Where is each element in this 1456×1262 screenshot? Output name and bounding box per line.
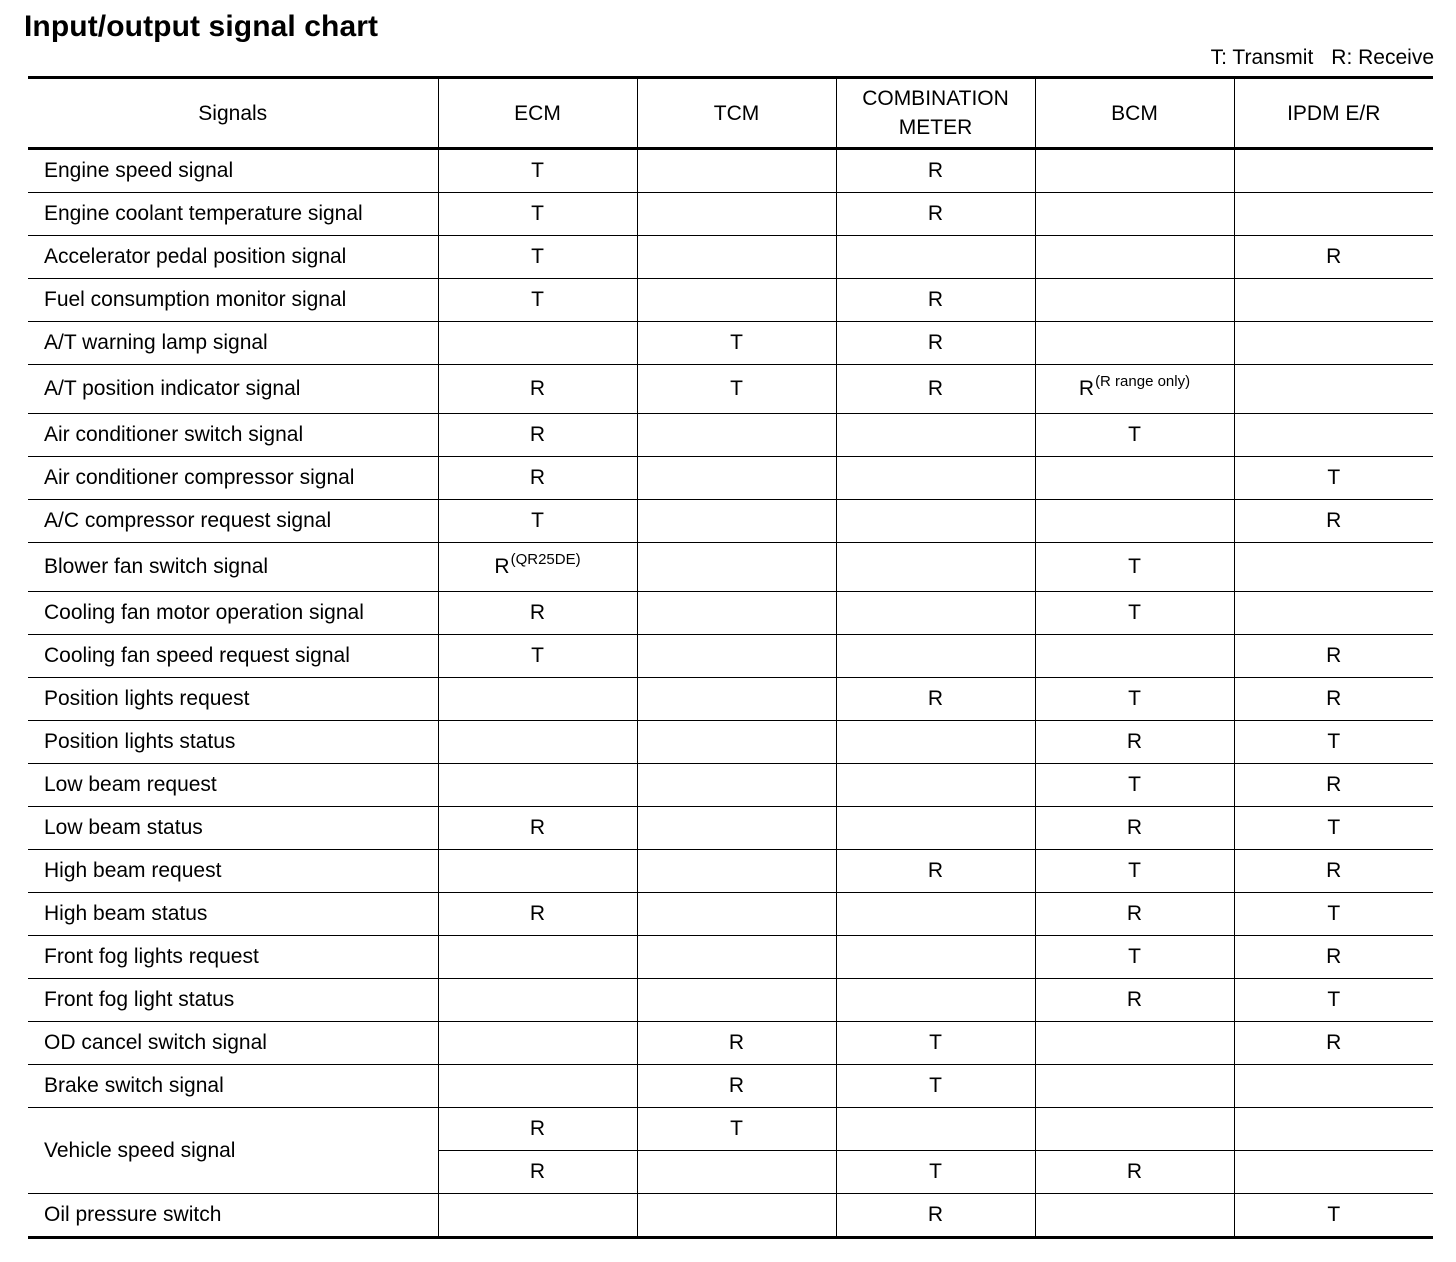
cell-bcm: T bbox=[1035, 850, 1234, 893]
cell-bcm: R bbox=[1035, 893, 1234, 936]
cell-ecm bbox=[438, 1022, 637, 1065]
cell-bcm bbox=[1035, 1108, 1234, 1151]
table-row bbox=[28, 193, 1433, 236]
cell-ipdm-er bbox=[1234, 543, 1433, 592]
cell-ecm: R bbox=[438, 592, 637, 635]
cell-tcm: T bbox=[637, 322, 836, 365]
cell-tcm bbox=[637, 279, 836, 322]
cell-ipdm-er bbox=[1234, 592, 1433, 635]
cell-ipdm-er: R bbox=[1234, 635, 1433, 678]
cell-ecm: T bbox=[438, 279, 637, 322]
cell-ecm: R bbox=[438, 365, 637, 414]
cell-bcm: R bbox=[1035, 807, 1234, 850]
cell-ipdm-er: T bbox=[1234, 893, 1433, 936]
cell-ecm bbox=[438, 678, 637, 721]
cell-ipdm-er: T bbox=[1234, 457, 1433, 500]
cell-ecm bbox=[438, 1065, 637, 1108]
cell-tcm bbox=[637, 236, 836, 279]
signal-name: Oil pressure switch bbox=[28, 1194, 438, 1238]
cell-bcm bbox=[1035, 193, 1234, 236]
signal-name: A/T position indicator signal bbox=[28, 365, 438, 414]
signal-name: Accelerator pedal position signal bbox=[28, 236, 438, 279]
cell-tcm bbox=[637, 1194, 836, 1238]
cell-combination-meter bbox=[836, 236, 1035, 279]
signal-name: Low beam request bbox=[28, 764, 438, 807]
cell-bcm bbox=[1035, 365, 1234, 414]
cell-bcm: R bbox=[1035, 1151, 1234, 1194]
cell-tcm: R bbox=[637, 1022, 836, 1065]
cell-ecm: R bbox=[438, 893, 637, 936]
cell-combination-meter: R bbox=[836, 850, 1035, 893]
cell-combination-meter bbox=[836, 764, 1035, 807]
table-row bbox=[28, 500, 1433, 543]
cell-combination-meter: R bbox=[836, 193, 1035, 236]
cell-ecm bbox=[438, 322, 637, 365]
cell-combination-meter bbox=[836, 543, 1035, 592]
cell-ipdm-er bbox=[1234, 149, 1433, 193]
header-bcm: BCM bbox=[1035, 78, 1234, 149]
table-row bbox=[28, 678, 1433, 721]
signal-name: A/T warning lamp signal bbox=[28, 322, 438, 365]
cell-ecm bbox=[438, 979, 637, 1022]
table-row bbox=[28, 236, 1433, 279]
cell-ipdm-er: T bbox=[1234, 1194, 1433, 1238]
cell-tcm bbox=[637, 149, 836, 193]
cell-bcm: T bbox=[1035, 678, 1234, 721]
cell-combination-meter: R bbox=[836, 365, 1035, 414]
cell-ecm: R bbox=[438, 807, 637, 850]
cell-tcm bbox=[637, 850, 836, 893]
cell-tcm bbox=[637, 678, 836, 721]
cell-combination-meter: R bbox=[836, 678, 1035, 721]
cell-ipdm-er: R bbox=[1234, 236, 1433, 279]
table-row bbox=[28, 149, 1433, 193]
cell-ipdm-er: R bbox=[1234, 1022, 1433, 1065]
cell-bcm bbox=[1035, 279, 1234, 322]
cell-tcm bbox=[637, 592, 836, 635]
legend-transmit: T: Transmit bbox=[1210, 46, 1314, 69]
cell-value: R bbox=[1078, 377, 1095, 400]
signal-name: Engine coolant temperature signal bbox=[28, 193, 438, 236]
cell-bcm: T bbox=[1035, 592, 1234, 635]
cell-combination-meter: R bbox=[836, 322, 1035, 365]
cell-bcm: R bbox=[1035, 979, 1234, 1022]
cell-ecm: R bbox=[438, 457, 637, 500]
cell-tcm: T bbox=[637, 365, 836, 414]
cell-ecm bbox=[438, 850, 637, 893]
signal-name: Position lights status bbox=[28, 721, 438, 764]
footnote-r-range-only: (R range only) bbox=[1095, 373, 1191, 390]
cell-bcm: T bbox=[1035, 414, 1234, 457]
cell-combination-meter bbox=[836, 721, 1035, 764]
signal-table bbox=[28, 76, 1433, 1239]
cell-ipdm-er bbox=[1234, 193, 1433, 236]
cell-bcm: R bbox=[1035, 721, 1234, 764]
cell-ipdm-er: R bbox=[1234, 936, 1433, 979]
table-row bbox=[28, 635, 1433, 678]
signal-name: Vehicle speed signal bbox=[28, 1108, 438, 1194]
cell-combination-meter bbox=[836, 979, 1035, 1022]
table-row bbox=[28, 850, 1433, 893]
signal-name: Fuel consumption monitor signal bbox=[28, 279, 438, 322]
cell-ecm: T bbox=[438, 193, 637, 236]
cell-combination-meter bbox=[836, 414, 1035, 457]
cell-tcm bbox=[637, 807, 836, 850]
signal-name: Front fog light status bbox=[28, 979, 438, 1022]
header-signals: Signals bbox=[28, 78, 438, 149]
cell-tcm bbox=[637, 193, 836, 236]
cell-combination-meter bbox=[836, 500, 1035, 543]
cell-ipdm-er bbox=[1234, 414, 1433, 457]
cell-combination-meter: R bbox=[836, 279, 1035, 322]
signal-name: High beam request bbox=[28, 850, 438, 893]
cell-tcm: R bbox=[637, 1065, 836, 1108]
cell-ipdm-er: R bbox=[1234, 500, 1433, 543]
signal-name: Air conditioner compressor signal bbox=[28, 457, 438, 500]
cell-ipdm-er: R bbox=[1234, 764, 1433, 807]
cell-ecm: T bbox=[438, 500, 637, 543]
cell-bcm bbox=[1035, 149, 1234, 193]
cell-ipdm-er bbox=[1234, 365, 1433, 414]
signal-name: Position lights request bbox=[28, 678, 438, 721]
signal-name: Air conditioner switch signal bbox=[28, 414, 438, 457]
cell-ecm bbox=[438, 1194, 637, 1238]
cell-tcm bbox=[637, 500, 836, 543]
table-row bbox=[28, 807, 1433, 850]
legend bbox=[1211, 46, 1434, 70]
cell-ecm bbox=[438, 764, 637, 807]
table-row bbox=[28, 893, 1433, 936]
table-row bbox=[28, 365, 1433, 414]
cell-tcm bbox=[637, 457, 836, 500]
cell-bcm: T bbox=[1035, 764, 1234, 807]
cell-bcm bbox=[1035, 457, 1234, 500]
table-row bbox=[28, 936, 1433, 979]
signal-name: Low beam status bbox=[28, 807, 438, 850]
cell-ipdm-er bbox=[1234, 322, 1433, 365]
cell-ipdm-er: R bbox=[1234, 678, 1433, 721]
cell-bcm bbox=[1035, 635, 1234, 678]
header-tcm: TCM bbox=[637, 78, 836, 149]
cell-ecm: T bbox=[438, 635, 637, 678]
cell-bcm bbox=[1035, 322, 1234, 365]
header-combination-meter: COMBINATION METER bbox=[836, 78, 1035, 149]
cell-tcm bbox=[637, 635, 836, 678]
signal-name: Engine speed signal bbox=[44, 159, 234, 182]
cell-ecm bbox=[438, 721, 637, 764]
cell-ipdm-er bbox=[1234, 1151, 1433, 1194]
cell-ecm: R bbox=[438, 1151, 637, 1194]
cell-combination-meter: T bbox=[836, 1151, 1035, 1194]
cell-combination-meter bbox=[836, 592, 1035, 635]
cell-ipdm-er bbox=[1234, 1108, 1433, 1151]
cell-ipdm-er: T bbox=[1234, 721, 1433, 764]
cell-ecm bbox=[438, 543, 637, 592]
signal-name: Cooling fan motor operation signal bbox=[28, 592, 438, 635]
cell-tcm bbox=[637, 543, 836, 592]
table-row bbox=[28, 979, 1433, 1022]
signal-name: High beam status bbox=[28, 893, 438, 936]
cell-tcm bbox=[637, 893, 836, 936]
cell-combination-meter bbox=[836, 936, 1035, 979]
table-row bbox=[28, 1194, 1433, 1238]
cell-ipdm-er bbox=[1234, 279, 1433, 322]
table-row bbox=[28, 764, 1433, 807]
legend-receive: R: Receive bbox=[1331, 46, 1434, 69]
cell-bcm: T bbox=[1035, 543, 1234, 592]
cell-tcm bbox=[637, 1151, 836, 1194]
cell-ecm: R bbox=[438, 414, 637, 457]
cell-tcm bbox=[637, 721, 836, 764]
cell-tcm bbox=[637, 979, 836, 1022]
cell-ecm: R bbox=[438, 1108, 637, 1151]
cell-combination-meter bbox=[836, 1108, 1035, 1151]
cell-tcm bbox=[637, 414, 836, 457]
cell-bcm: T bbox=[1035, 936, 1234, 979]
cell-tcm: T bbox=[637, 1108, 836, 1151]
header-ipdm-er: IPDM E/R bbox=[1234, 78, 1433, 149]
signal-name: Cooling fan speed request signal bbox=[28, 635, 438, 678]
cell-ipdm-er: R bbox=[1234, 850, 1433, 893]
cell-bcm bbox=[1035, 1065, 1234, 1108]
table-row bbox=[28, 279, 1433, 322]
cell-combination-meter bbox=[836, 457, 1035, 500]
table-row bbox=[28, 457, 1433, 500]
header-row bbox=[28, 78, 1433, 149]
signal-name: A/C compressor request signal bbox=[28, 500, 438, 543]
cell-combination-meter: R bbox=[836, 149, 1035, 193]
page-title: Input/output signal chart bbox=[24, 10, 379, 43]
cell-tcm bbox=[637, 936, 836, 979]
cell-bcm bbox=[1035, 1194, 1234, 1238]
cell-tcm bbox=[637, 764, 836, 807]
table-row bbox=[28, 592, 1433, 635]
cell-combination-meter: T bbox=[836, 1065, 1035, 1108]
cell-ecm bbox=[438, 936, 637, 979]
header-ecm: ECM bbox=[438, 78, 637, 149]
cell-combination-meter bbox=[836, 635, 1035, 678]
cell-ipdm-er: T bbox=[1234, 807, 1433, 850]
table-row bbox=[28, 543, 1433, 592]
signal-name: Brake switch signal bbox=[28, 1065, 438, 1108]
signal-name: OD cancel switch signal bbox=[28, 1022, 438, 1065]
table-row bbox=[28, 322, 1433, 365]
cell-bcm bbox=[1035, 1022, 1234, 1065]
table-row bbox=[28, 721, 1433, 764]
cell-ipdm-er bbox=[1234, 1065, 1433, 1108]
cell-combination-meter bbox=[836, 893, 1035, 936]
cell-value: R bbox=[494, 555, 510, 578]
cell-bcm bbox=[1035, 500, 1234, 543]
table-row bbox=[28, 414, 1433, 457]
signal-name: Blower fan switch signal bbox=[28, 543, 438, 592]
cell-ipdm-er: T bbox=[1234, 979, 1433, 1022]
cell-ecm: T bbox=[438, 149, 637, 193]
table-row bbox=[28, 1065, 1433, 1108]
table-row bbox=[28, 1108, 1433, 1151]
footnote-qr25de: (QR25DE) bbox=[510, 551, 581, 568]
cell-combination-meter bbox=[836, 807, 1035, 850]
cell-combination-meter: R bbox=[836, 1194, 1035, 1238]
cell-ecm: T bbox=[438, 236, 637, 279]
signal-name: Front fog lights request bbox=[28, 936, 438, 979]
cell-bcm bbox=[1035, 236, 1234, 279]
cell-combination-meter: T bbox=[836, 1022, 1035, 1065]
table-row bbox=[28, 1022, 1433, 1065]
